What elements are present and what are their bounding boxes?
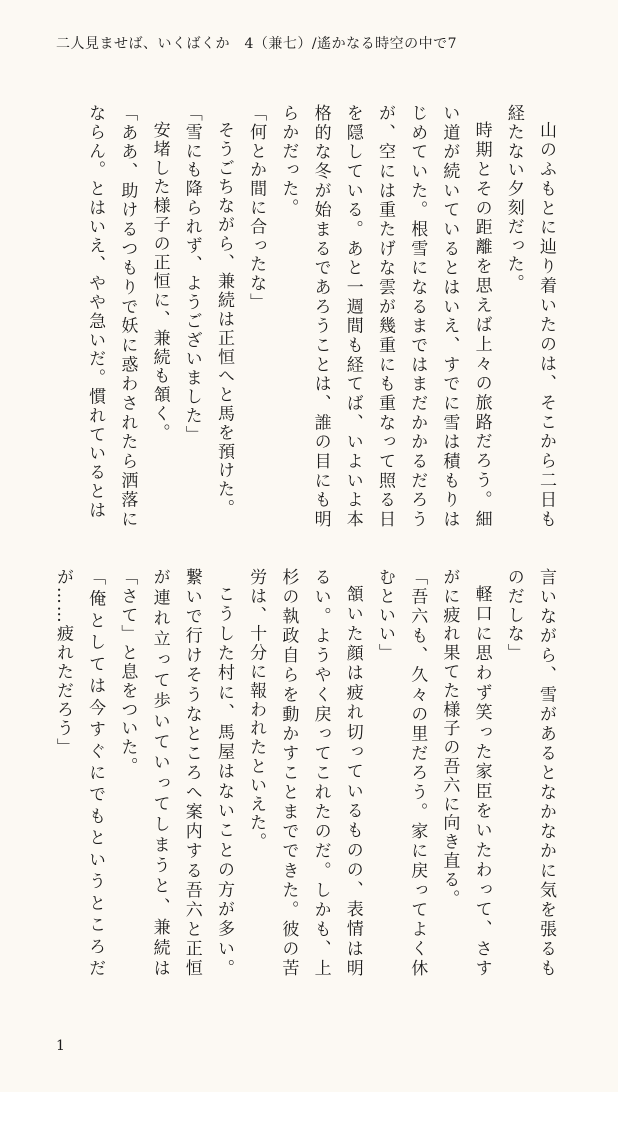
dialogue-line: 「吾六も、久々の里だろう。家に戻ってよく休むといい」	[374, 568, 428, 978]
text-block-lower	[52, 568, 562, 978]
page-number: 1	[56, 1038, 65, 1054]
dialogue-continuation: 言いながら、雪があるとなかなかに気を張るものだしな」	[503, 568, 556, 978]
text-block-upper	[56, 104, 562, 529]
paragraph: こうした村に、馬屋はないことの方が多い。繋いで行けそうなところへ案内する吾六と正恒が連れ立って歩いていってしまうと、兼続は「さて」と息をついた。	[117, 568, 234, 978]
paragraph: 時期とその距離を思えば上々の旅路だろう。細い道が続いているとはいえ、すでに雪は積もりはじめていた。根雪になるまではまだかかるだろうが、空には重たげな雲が幾重にも重なって照る日を隠している。あと一週間も経てば、いよいよ本格的な冬が始まるであろうことは、誰の目にも明らかだった。	[278, 104, 492, 529]
dialogue-line: 「何とか間に合ったな」	[246, 104, 267, 312]
dialogue-line: 「雪にも降られず、ようございました」	[181, 104, 202, 445]
dialogue-line: 「ああ、助けるつもりで妖に惑わされたら洒落にならん。とはいえ、やや急いだ。慣れているとは	[85, 104, 138, 529]
paragraph: 頷いた顔は疲れ切っているものの、表情は明るい。ようやく戻ってこれたのだ。しかも、上杉の執政自らを動かすことまでできた。彼の苦労は、十分に報われたといえた。	[246, 568, 363, 978]
paragraph: 軽口に思わず笑った家臣をいたわって、さすがに疲れ果てた様子の吾六に向き直る。	[439, 568, 492, 978]
paragraph: 安堵した様子の正恒に、兼続も頷く。	[149, 121, 170, 443]
dialogue-line: 「俺としては今すぐにでもというところだが……疲れただろう」	[52, 568, 106, 978]
paragraph: そうごちながら、兼続は正恒へと馬を預けた。	[213, 121, 234, 518]
paragraph: 山のふもとに辿り着いたのは、そこから二日も経たない夕刻だった。	[503, 104, 556, 529]
page-header: 二人見ませば、いくばくか 4（兼七）/遙かなる時空の中で7	[56, 36, 458, 52]
